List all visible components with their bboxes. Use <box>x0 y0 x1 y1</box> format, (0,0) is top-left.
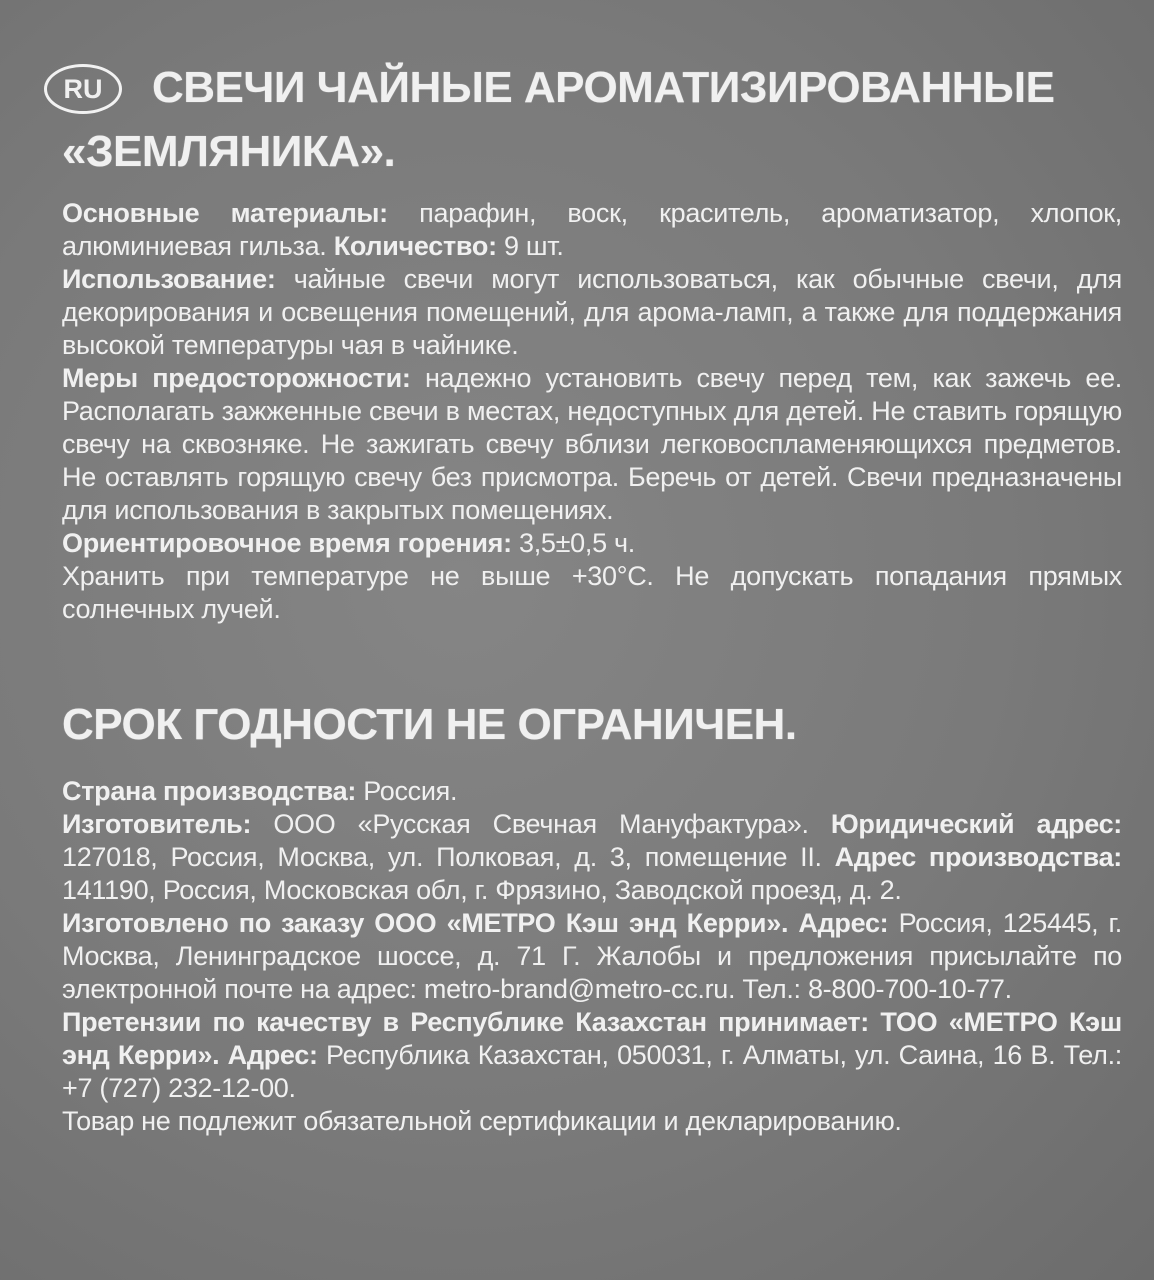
burn-time-paragraph <box>62 527 1122 560</box>
certification-note: Товар не подлежит обязательной сертификации и декларированию. <box>62 1106 902 1136</box>
country-label: Страна производства: <box>62 776 357 806</box>
precautions-paragraph <box>62 362 1122 527</box>
usage-label: Использование: <box>62 264 276 294</box>
legal-address-label: Юридический адрес: <box>830 809 1122 839</box>
product-info-section <box>62 197 1122 626</box>
precautions-label: Меры предосторожности: <box>62 363 411 393</box>
expiry-heading: СРОК ГОДНОСТИ НЕ ОГРАНИЧЕН. <box>62 700 797 749</box>
burn-time-label: Ориентировочное время горения: <box>62 528 512 558</box>
ru-language-badge: RU <box>44 64 122 114</box>
usage-paragraph <box>62 263 1122 362</box>
materials-paragraph <box>62 197 1122 263</box>
country-value: Россия. <box>356 776 458 806</box>
quantity-value: 9 шт. <box>496 231 564 261</box>
production-address-value: 141190, Россия, Московская обл, г. Фрязино, Заводской проезд, д. 2. <box>62 875 902 905</box>
title-block <box>44 56 1134 184</box>
kz-claims-label: Претензии по качеству в Республике Казахстан принимает: ТОО «МЕТРО Кэш энд Керри». Адрес: <box>62 1007 1122 1070</box>
manufacturer-paragraph <box>62 808 1122 907</box>
production-address-label: Адрес производства: <box>834 842 1122 872</box>
ordered-by-paragraph <box>62 907 1122 1006</box>
kz-claims-value: Республика Казахстан, 050031, г. Алматы, ул. Саина, 16 В. Тел.: +7 (727) 232-12-00. <box>62 1040 1122 1103</box>
burn-time-value: 3,5±0,5 ч. <box>511 528 635 558</box>
kz-claims-paragraph <box>62 1006 1122 1105</box>
product-title-line1: СВЕЧИ ЧАЙНЫЕ АРОМАТИЗИРОВАННЫЕ <box>152 63 1055 112</box>
manufacturer-value: ООО «Русская Свечная Мануфактура». <box>251 809 831 839</box>
materials-label: Основные материалы: <box>62 198 388 228</box>
legal-address-value: 127018, Россия, Москва, ул. Полковая, д. 3, помещение II. <box>62 842 835 872</box>
manufacturer-info-section <box>62 775 1122 1138</box>
ordered-by-label: Изготовлено по заказу ООО «МЕТРО Кэш энд Керри». Адрес: <box>62 908 889 938</box>
ordered-by-value: Россия, 125445, г. Москва, Ленинградское шоссе, д. 71 Г. Жалобы и предложения присылайте по электронной почте на адрес: metro-brand@metro-cc.ru. Тел.: 8-800-700-10-77. <box>62 908 1123 1004</box>
usage-value: чайные свечи могут использоваться, как обычные свечи, для декорирования и освещения помещений, для арома-ламп, а также для поддержания высокой температуры чая в чайнике. <box>62 264 1122 360</box>
product-title-line2: «ЗЕМЛЯНИКА». <box>62 127 396 176</box>
quantity-label: Количество: <box>333 231 497 261</box>
materials-value: парафин, воск, краситель, ароматизатор, хлопок, алюминиевая гильза. <box>62 198 1122 261</box>
manufacturer-label: Изготовитель: <box>62 809 252 839</box>
precautions-value: надежно установить свечу перед тем, как зажечь ее. Располагать зажженные свечи в местах, недоступных для детей. Не ставить горящую свечу на сквозняке. Не зажигать свечу вблизи легковоспламеняющихся предметов. Не оставлять горящую свечу без присмотра. Беречь от детей. Свечи предназначены для использования в закрытых помещениях. <box>62 363 1122 525</box>
storage-paragraph: Хранить при температуре не выше +30°С. Не допускать попадания прямых солнечных лучей. <box>62 561 1122 624</box>
country-paragraph <box>62 775 1122 808</box>
